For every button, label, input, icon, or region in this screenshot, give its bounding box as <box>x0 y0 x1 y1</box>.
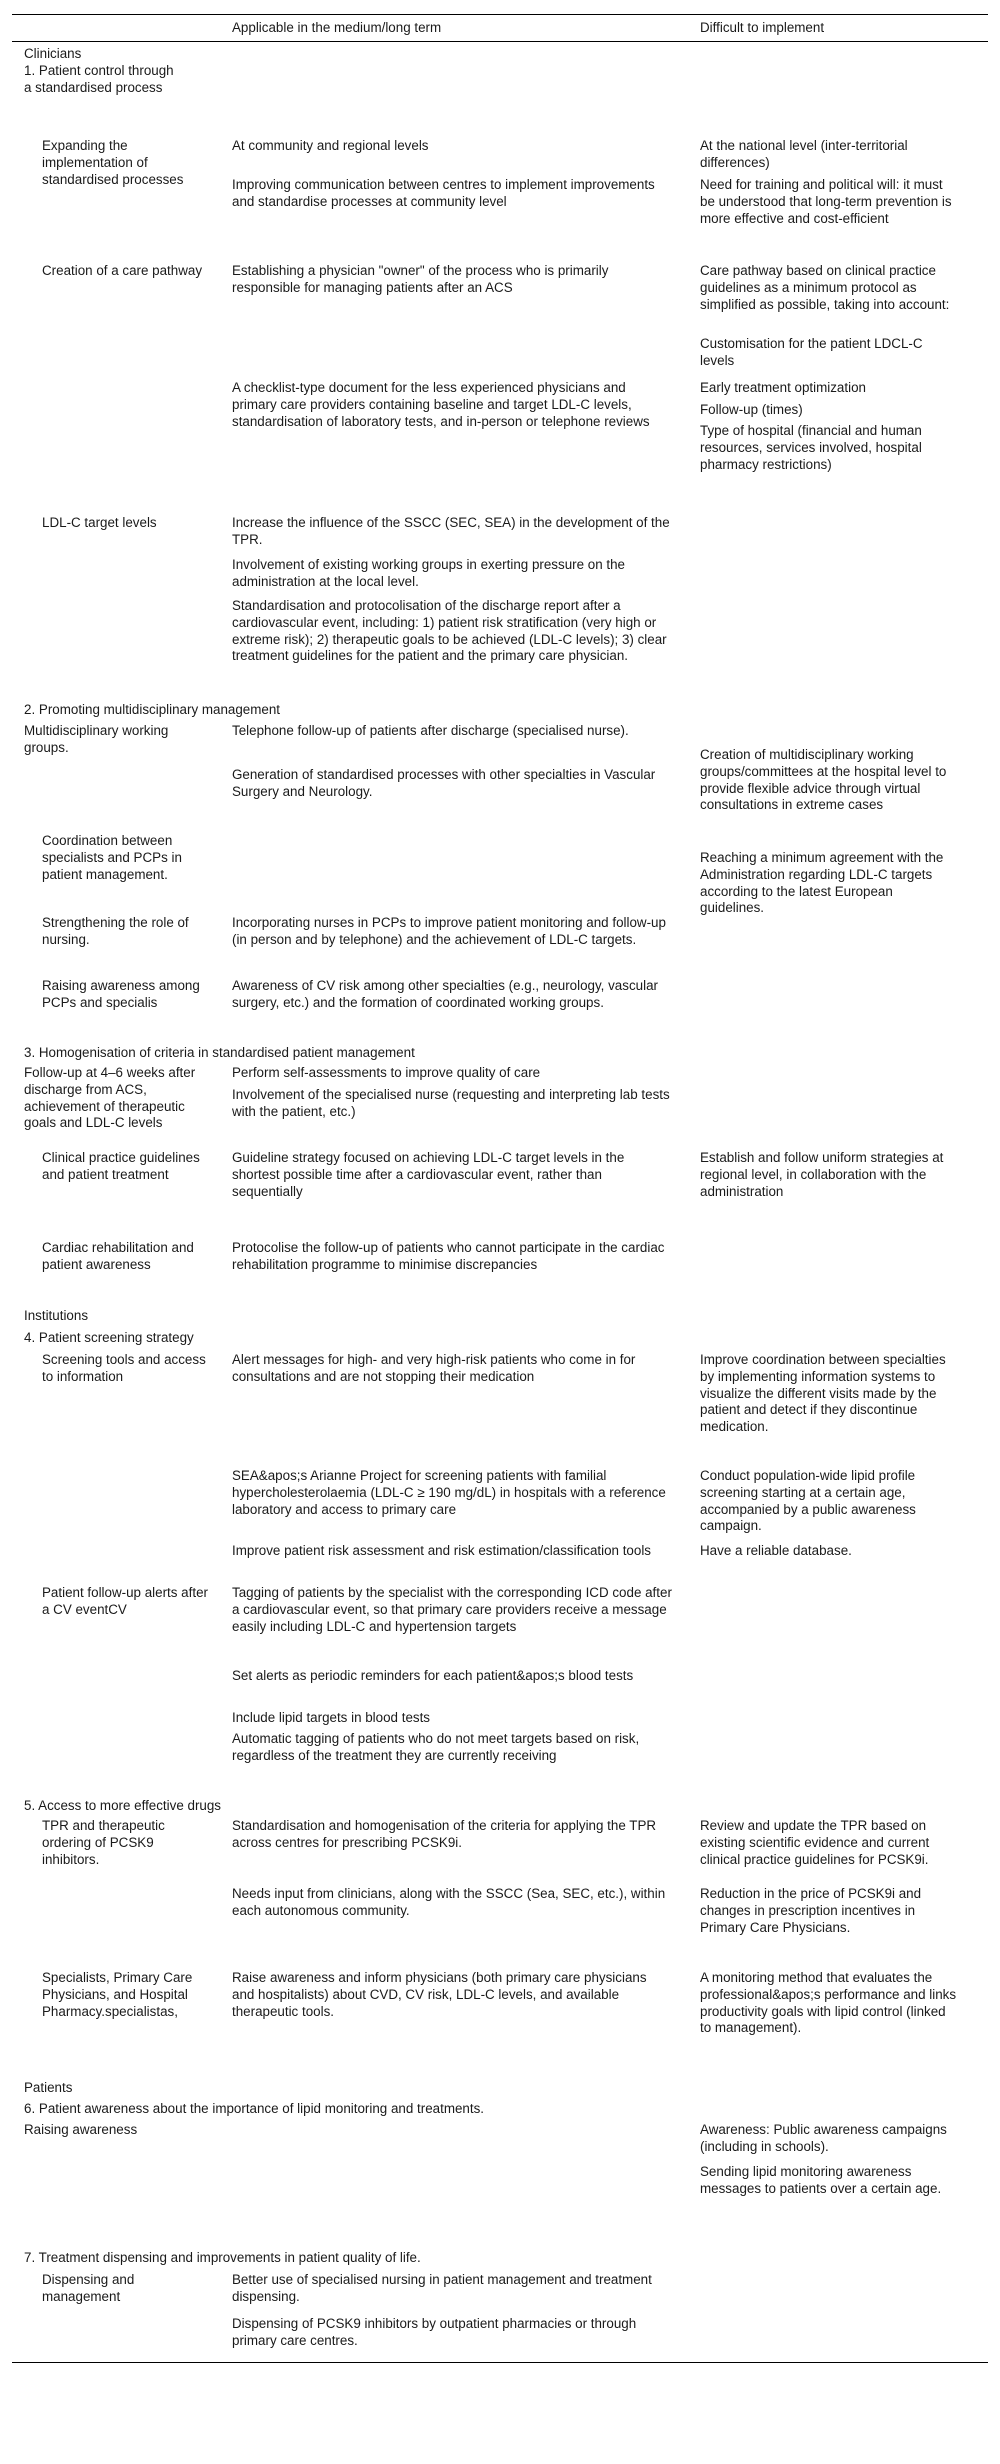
medium-term-item: Telephone follow-up of patients after discharge (specialised nurse). <box>232 723 629 738</box>
row-label: Multidisciplinary working groups. <box>24 723 169 755</box>
header-medium-long-term: Applicable in the medium/long term <box>232 20 442 35</box>
row-label: Raising awareness <box>24 2122 138 2137</box>
medium-term-item: Involvement of the specialised nurse (requesting and interpreting lab tests with the patient, etc.) <box>232 1087 670 1119</box>
top-rule <box>12 14 988 15</box>
group-clinicians: Clinicians <box>24 46 82 61</box>
difficult-item: Customisation for the patient LDCL-C levels <box>700 336 923 368</box>
difficult-item: Need for training and political will: it must be understood that long-term prevention is more effective and cost-efficient <box>700 177 952 226</box>
medium-term-item: Needs input from clinicians, along with the SSCC (Sea, SEC, etc.), within each autonomous community. <box>232 1886 666 1918</box>
row-label: TPR and therapeutic ordering of PCSK9 inhibitors. <box>42 1818 165 1867</box>
difficult-item: A monitoring method that evaluates the professional&apos;s performance and links productivity goals with lipid control (linked to management). <box>700 1970 957 2036</box>
section-3-title: 3. Homogenisation of criteria in standardised patient management <box>24 1045 415 1060</box>
row-label: Specialists, Primary Care Physicians, and Hospital Pharmacy.specialistas, <box>42 1970 193 2019</box>
row-label: Dispensing and management <box>42 2272 135 2304</box>
section-1-title: 1. Patient control through a standardised process <box>24 63 174 95</box>
medium-term-item: Tagging of patients by the specialist with the corresponding ICD code after a cardiovascular event, so that primary care providers receive a message easily including LDL-C and hypertension targets <box>232 1585 672 1634</box>
medium-term-item: A checklist-type document for the less experienced physicians and primary care providers containing baseline and target LDL-C levels, standardisation of laboratory tests, and in-person or telephone reviews <box>232 380 650 429</box>
medium-term-item: At community and regional levels <box>232 138 429 153</box>
section-6-title: 6. Patient awareness about the importance of lipid monitoring and treatments. <box>24 2101 485 2116</box>
header-rule <box>12 41 988 42</box>
row-label: Raising awareness among PCPs and specialis <box>42 978 200 1010</box>
section-7-title: 7. Treatment dispensing and improvements in patient quality of life. <box>24 2250 421 2265</box>
medium-term-item: Protocolise the follow-up of patients who cannot participate in the cardiac rehabilitation programme to minimise discrepancies <box>232 1240 665 1272</box>
row-label: Coordination between specialists and PCPs in patient management. <box>42 833 182 882</box>
row-label: Cardiac rehabilitation and patient awareness <box>42 1240 194 1272</box>
medium-term-item: Improve patient risk assessment and risk estimation/classification tools <box>232 1543 652 1558</box>
difficult-item: Conduct population-wide lipid profile screening starting at a certain age, accompanied by a public awareness campaign. <box>700 1468 916 1534</box>
medium-term-item: SEA&apos;s Arianne Project for screening patients with familial hypercholesterolaemia (LDL-C ≥ 190 mg/dL) in hospitals with a reference laboratory and access to primary care <box>232 1468 666 1517</box>
difficult-item: Type of hospital (financial and human resources, services involved, hospital pharmacy restrictions) <box>700 423 922 472</box>
medium-term-item: Increase the influence of the SSCC (SEC, SEA) in the development of the TPR. <box>232 515 670 547</box>
medium-term-item: Automatic tagging of patients who do not meet targets based on risk, regardless of the treatment they are currently receiving <box>232 1731 640 1763</box>
medium-term-item: Involvement of existing working groups in exerting pressure on the administration at the local level. <box>232 557 626 589</box>
row-label: Screening tools and access to information <box>42 1352 206 1384</box>
difficult-item: Early treatment optimization <box>700 380 866 395</box>
medium-term-item: Standardisation and protocolisation of the discharge report after a cardiovascular event, including: 1) patient risk stratification (very high or extreme risk); 2) therapeutic goals to be achieved (LDL-C levels); 3) clear treatment guidelines for the patient and the primary care physician. <box>232 598 667 664</box>
difficult-item: Follow-up (times) <box>700 402 803 417</box>
medium-term-item: Include lipid targets in blood tests <box>232 1710 431 1725</box>
group-patients: Patients <box>24 2080 73 2095</box>
difficult-item: At the national level (inter-territorial differences) <box>700 138 908 170</box>
difficult-item: Establish and follow uniform strategies at regional level, in collaboration with the administration <box>700 1150 944 1199</box>
row-label: Clinical practice guidelines and patient treatment <box>42 1150 200 1182</box>
medium-term-item: Incorporating nurses in PCPs to improve patient monitoring and follow-up (in person and by telephone) and the achievement of LDL-C targets. <box>232 915 666 947</box>
difficult-item: Awareness: Public awareness campaigns (including in schools). <box>700 2122 947 2154</box>
medium-term-item: Establishing a physician "owner" of the process who is primarily responsible for managing patients after an ACS <box>232 263 609 295</box>
row-label: Creation of a care pathway <box>42 263 203 278</box>
medium-term-item: Guideline strategy focused on achieving LDL-C target levels in the shortest possible time after a cardiovascular event, rather than sequentially <box>232 1150 625 1199</box>
medium-term-item: Dispensing of PCSK9 inhibitors by outpatient pharmacies or through primary care centres. <box>232 2316 637 2348</box>
medium-term-item: Set alerts as periodic reminders for each patient&apos;s blood tests <box>232 1668 634 1683</box>
medium-term-item: Raise awareness and inform physicians (both primary care physicians and hospitalists) about CVD, CV risk, LDL-C levels, and available therapeutic tools. <box>232 1970 647 2019</box>
row-label: Follow-up at 4–6 weeks after discharge from ACS, achievement of therapeutic goals and LDL-C levels <box>24 1065 196 1131</box>
medium-term-item: Improving communication between centres to implement improvements and standardise processes at community level <box>232 177 655 209</box>
medium-term-item: Better use of specialised nursing in patient management and treatment dispensing. <box>232 2272 652 2304</box>
header-difficult: Difficult to implement <box>700 20 825 35</box>
medium-term-item: Alert messages for high- and very high-risk patients who come in for consultations and are not stopping their medication <box>232 1352 636 1384</box>
difficult-item: Have a reliable database. <box>700 1543 852 1558</box>
medium-term-item: Generation of standardised processes with other specialties in Vascular Surgery and Neurology. <box>232 767 656 799</box>
difficult-item: Review and update the TPR based on existing scientific evidence and current clinical practice guidelines for PCSK9i. <box>700 1818 930 1867</box>
medium-term-item: Standardisation and homogenisation of the criteria for applying the TPR across centres for prescribing PCSK9i. <box>232 1818 657 1850</box>
difficult-item: Creation of multidisciplinary working groups/committees at the hospital level to provide flexible advice through virtual consultations in extreme cases <box>700 747 947 813</box>
medium-term-item: Perform self-assessments to improve quality of care <box>232 1065 541 1080</box>
bottom-rule <box>12 2362 988 2363</box>
row-label: LDL-C target levels <box>42 515 157 530</box>
section-2-title: 2. Promoting multidisciplinary management <box>24 702 281 717</box>
difficult-item: Reaching a minimum agreement with the Administration regarding LDL-C targets according to the latest European guidelines. <box>700 850 944 916</box>
row-label: Strengthening the role of nursing. <box>42 915 189 947</box>
section-5-title: 5. Access to more effective drugs <box>24 1798 221 1813</box>
row-label: Expanding the implementation of standardised processes <box>42 138 184 187</box>
row-label: Patient follow-up alerts after a CV eventCV <box>42 1585 208 1617</box>
difficult-item: Care pathway based on clinical practice guidelines as a minimum protocol as simplified as possible, taking into account: <box>700 263 950 312</box>
group-institutions: Institutions <box>24 1308 89 1323</box>
difficult-item: Improve coordination between specialties by implementing information systems to visualize the different visits made by the patient and detect if they discontinue medication. <box>700 1352 946 1435</box>
difficult-item: Reduction in the price of PCSK9i and changes in prescription incentives in Primary Care Physicians. <box>700 1886 922 1935</box>
medium-term-item: Awareness of CV risk among other specialties (e.g., neurology, vascular surgery, etc.) and the formation of coordinated working groups. <box>232 978 658 1010</box>
difficult-item: Sending lipid monitoring awareness messages to patients over a certain age. <box>700 2164 942 2196</box>
section-4-title: 4. Patient screening strategy <box>24 1330 194 1345</box>
